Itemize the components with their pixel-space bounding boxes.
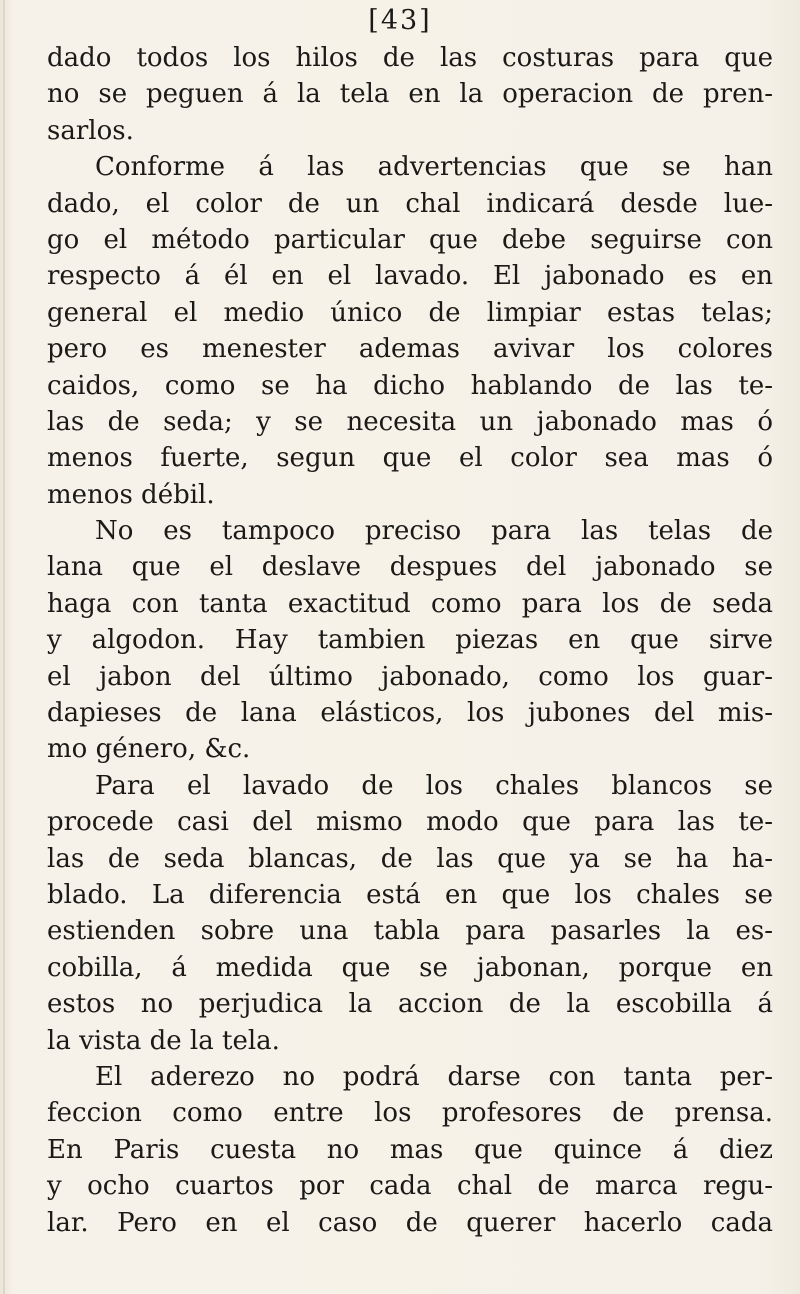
text-line: procede casi del mismo modo que para las te- <box>47 807 773 838</box>
text-line: dado todos los hilos de las costuras para que <box>47 43 773 73</box>
text-line: estienden sobre una tabla para pasarles la es- <box>47 916 773 947</box>
text-line: y algodon. Hay tambien piezas en que sirve <box>47 625 773 656</box>
text-line: En Paris cuesta no mas que quince á diez <box>47 1134 773 1165</box>
text-line: menos fuerte, segun que el color sea mas ó <box>47 443 773 474</box>
text-line: las de seda; y se necesita un jabonado mas ó <box>47 406 773 437</box>
text-line: Para el lavado de los chales blancos se <box>95 770 773 801</box>
text-line: general el medio único de limpiar estas telas; <box>47 297 773 328</box>
text-line: go el método particular que debe seguirse con <box>47 224 773 255</box>
text-line: dapieses de lana elásticos, los jubones del mis- <box>47 698 773 729</box>
text-line: pero es menester ademas avivar los colores <box>47 334 773 365</box>
text-line: haga con tanta exactitud como para los de seda <box>47 588 773 619</box>
text-line: El aderezo no podrá darse con tanta per- <box>95 1061 773 1092</box>
text-line: feccion como entre los profesores de prensa. <box>47 1098 773 1129</box>
text-line: la vista de la tela. <box>47 1025 280 1056</box>
text-line: estos no perjudica la accion de la escobilla á <box>47 989 773 1020</box>
page-fold <box>3 0 5 1294</box>
text-line: blado. La diferencia está en que los chales se <box>47 879 773 910</box>
text-line: dado, el color de un chal indicará desde lue- <box>47 188 773 219</box>
body-text <box>47 40 773 1241</box>
page-number: [43] <box>368 5 432 36</box>
text-line: lar. Pero en el caso de querer hacerlo cada <box>47 1207 773 1238</box>
text-line: lana que el deslave despues del jabonado se <box>47 552 773 583</box>
text-line: el jabon del último jabonado, como los guar- <box>47 661 773 692</box>
text-line: y ocho cuartos por cada chal de marca regu- <box>47 1171 773 1202</box>
text-line: menos débil. <box>47 479 215 510</box>
text-line: sarlos. <box>47 115 134 146</box>
text-line: las de seda blancas, de las que ya se ha ha- <box>47 843 773 874</box>
text-line: No es tampoco preciso para las telas de <box>95 516 773 547</box>
text-line: cobilla, á medida que se jabonan, porque en <box>47 952 773 983</box>
text-line: caidos, como se ha dicho hablando de las te- <box>47 370 773 401</box>
text-line: mo género, &c. <box>47 734 251 765</box>
text-line: respecto á él en el lavado. El jabonado es en <box>47 261 773 292</box>
text-line: no se peguen á la tela en la operacion de pren- <box>47 79 773 110</box>
text-line: Conforme á las advertencias que se han <box>95 152 773 183</box>
